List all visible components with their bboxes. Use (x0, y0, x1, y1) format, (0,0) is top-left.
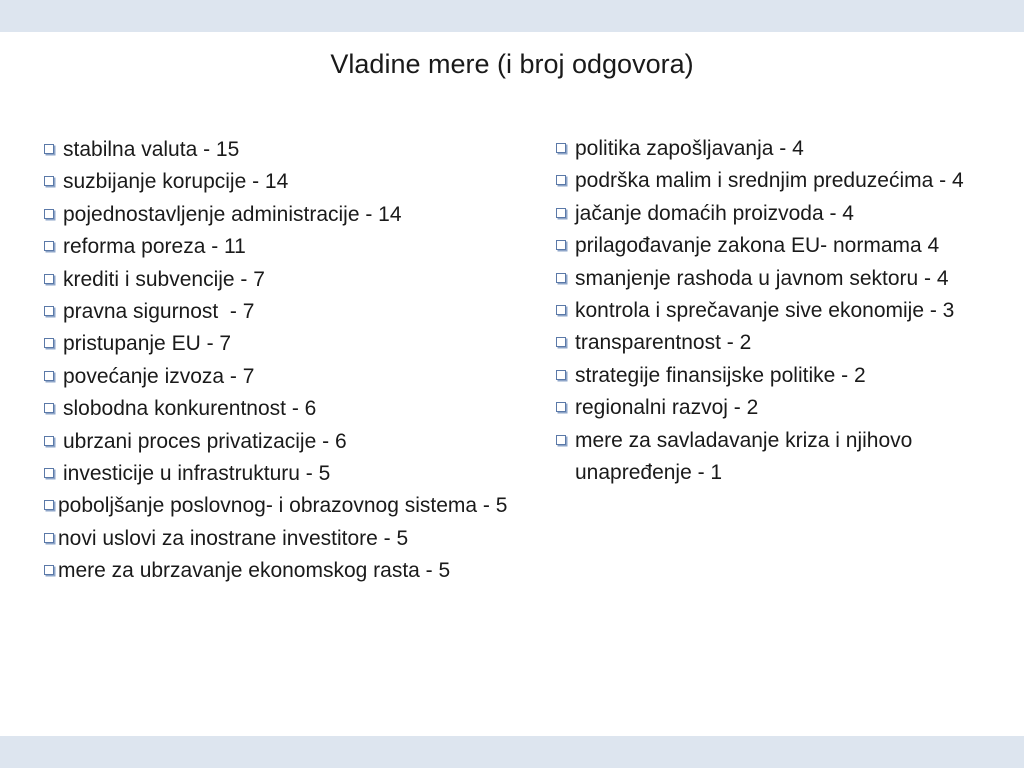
list-item (44, 426, 514, 458)
list-item-text: kontrola i sprečavanje sive ekonomije - 3 (575, 299, 955, 323)
checkbox-bullet-icon (44, 468, 54, 478)
checkbox-bullet-icon (44, 403, 54, 413)
list-item-text: prilagođavanje zakona EU- normama 4 (575, 234, 940, 258)
list-item (44, 555, 514, 587)
checkbox-bullet-icon (556, 175, 566, 185)
list-item (556, 295, 996, 327)
slide-title: Vladine mere (i broj odgovora) (330, 49, 694, 79)
list-item (44, 328, 514, 360)
checkbox-bullet-icon (44, 371, 54, 381)
list-item-text: suzbijanje korupcije - 14 (63, 170, 289, 194)
list-item-text: mere za savladavanje kriza i njihovo unapređenje - 1 (575, 428, 913, 485)
checkbox-bullet-icon (44, 565, 54, 575)
list-item (556, 425, 996, 490)
list-item-text: reforma poreza - 11 (63, 235, 246, 259)
list-item (556, 198, 996, 230)
checkbox-bullet-icon (44, 209, 54, 219)
checkbox-bullet-icon (556, 370, 566, 380)
checkbox-bullet-icon (44, 274, 54, 284)
list-item (556, 165, 996, 197)
list-item (44, 523, 514, 555)
list-item (556, 327, 996, 359)
checkbox-bullet-icon (44, 338, 54, 348)
list-item (44, 361, 514, 393)
checkbox-bullet-icon (556, 337, 566, 347)
list-item (44, 231, 514, 263)
list-item-text: podrška malim i srednjim preduzećima - 4 (575, 169, 964, 193)
checkbox-bullet-icon (44, 436, 54, 446)
list-item-text: smanjenje rashoda u javnom sektoru - 4 (575, 266, 949, 290)
list-item (556, 133, 996, 165)
list-item-text: pravna sigurnost - 7 (63, 300, 255, 324)
list-item-text: novi uslovi za inostrane investitore - 5 (58, 526, 409, 550)
list-item-text: pojednostavljenje administracije - 14 (63, 202, 402, 226)
list-item (44, 134, 514, 166)
right-measures-list (556, 133, 996, 489)
list-item-text: stabilna valuta - 15 (63, 138, 240, 161)
list-item-text: slobodna konkurentnost - 6 (63, 397, 317, 421)
checkbox-bullet-icon (556, 273, 566, 283)
checkbox-bullet-icon (556, 208, 566, 218)
list-item (44, 199, 514, 231)
list-item-text: mere za ubrzavanje ekonomskog rasta - 5 (58, 559, 451, 583)
top-band (0, 0, 1024, 32)
list-item-text: strategije finansijske politike - 2 (575, 363, 866, 387)
list-item-text: krediti i subvencije - 7 (63, 267, 265, 291)
checkbox-bullet-icon (556, 402, 566, 412)
list-item-text: povećanje izvoza - 7 (63, 364, 255, 388)
list-item (44, 296, 514, 328)
list-item (556, 392, 996, 424)
list-item-text: jačanje domaćih proizvoda - 4 (575, 201, 854, 225)
checkbox-bullet-icon (556, 143, 566, 153)
list-item (44, 458, 514, 490)
bottom-band (0, 736, 1024, 768)
list-item-text: pristupanje EU - 7 (63, 332, 232, 356)
list-item (44, 166, 514, 198)
list-item-text: regionalni razvoj - 2 (575, 396, 759, 420)
list-item-text: transparentnost - 2 (575, 331, 752, 355)
checkbox-bullet-icon (556, 305, 566, 315)
checkbox-bullet-icon (44, 144, 54, 154)
checkbox-bullet-icon (44, 241, 54, 251)
left-measures-list (44, 134, 514, 588)
list-item-text: poboljšanje poslovnog- i obrazovnog sistema - 5 (58, 494, 508, 518)
list-item (556, 360, 996, 392)
list-item (44, 490, 514, 522)
checkbox-bullet-icon (44, 306, 54, 316)
list-item-text: politika zapošljavanja - 4 (575, 137, 804, 160)
list-item (556, 230, 996, 262)
list-item-text: ubrzani proces privatizacije - 6 (63, 429, 347, 453)
checkbox-bullet-icon (44, 533, 54, 543)
checkbox-bullet-icon (44, 176, 54, 186)
checkbox-bullet-icon (44, 500, 54, 510)
checkbox-bullet-icon (556, 240, 566, 250)
list-item (44, 393, 514, 425)
checkbox-bullet-icon (556, 435, 566, 445)
list-item (44, 264, 514, 296)
list-item-text: investicije u infrastrukturu - 5 (63, 462, 331, 486)
list-item (556, 263, 996, 295)
